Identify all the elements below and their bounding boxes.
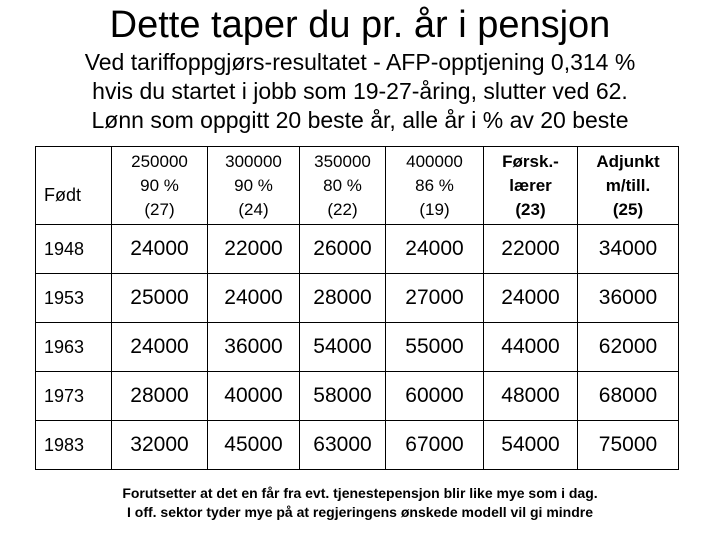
column-header: 400000 86 % (19) <box>386 147 484 225</box>
table-header-row <box>36 147 679 225</box>
year-cell: 1953 <box>36 274 112 323</box>
value-cell: 25000 <box>112 274 208 323</box>
value-cell: 40000 <box>208 372 300 421</box>
value-cell: 62000 <box>578 323 679 372</box>
year-cell: 1963 <box>36 323 112 372</box>
value-cell: 54000 <box>484 421 578 470</box>
value-cell: 22000 <box>208 225 300 274</box>
subtitle <box>0 48 720 135</box>
value-cell: 44000 <box>484 323 578 372</box>
subtitle-line: Ved tariffoppgjørs-resultatet - AFP-opptjening 0,314 % <box>84 49 636 75</box>
value-cell: 54000 <box>300 323 386 372</box>
column-header: 250000 90 % (27) <box>112 147 208 225</box>
value-cell: 28000 <box>300 274 386 323</box>
footnote-line: I off. sektor tyder mye på at regjeringens ønskede modell vil gi mindre <box>126 504 594 520</box>
pension-loss-table <box>35 146 679 470</box>
value-cell: 63000 <box>300 421 386 470</box>
column-header: 300000 90 % (24) <box>208 147 300 225</box>
table-row <box>36 274 679 323</box>
value-cell: 26000 <box>300 225 386 274</box>
column-header: 350000 80 % (22) <box>300 147 386 225</box>
value-cell: 45000 <box>208 421 300 470</box>
value-cell: 36000 <box>578 274 679 323</box>
table-row <box>36 323 679 372</box>
column-header: Adjunkt m/till. (25) <box>578 147 679 225</box>
year-cell: 1973 <box>36 372 112 421</box>
value-cell: 24000 <box>112 323 208 372</box>
value-cell: 48000 <box>484 372 578 421</box>
page-title: Dette taper du pr. år i pensjon <box>109 4 611 46</box>
born-header: Født <box>36 147 112 225</box>
table-row <box>36 372 679 421</box>
value-cell: 22000 <box>484 225 578 274</box>
value-cell: 34000 <box>578 225 679 274</box>
value-cell: 67000 <box>386 421 484 470</box>
value-cell: 32000 <box>112 421 208 470</box>
value-cell: 27000 <box>386 274 484 323</box>
value-cell: 24000 <box>484 274 578 323</box>
value-cell: 36000 <box>208 323 300 372</box>
value-cell: 24000 <box>112 225 208 274</box>
subtitle-line: Lønn som oppgitt 20 beste år, alle år i % av 20 beste <box>91 107 629 133</box>
table-row <box>36 225 679 274</box>
value-cell: 55000 <box>386 323 484 372</box>
value-cell: 24000 <box>208 274 300 323</box>
table-row <box>36 421 679 470</box>
column-header: Førsk.- lærer (23) <box>484 147 578 225</box>
footnote-line: Forutsetter at det en får fra evt. tjenestepensjon blir like mye som i dag. <box>122 485 598 501</box>
subtitle-line: hvis du startet i jobb som 19-27-åring, slutter ved 62. <box>92 78 628 104</box>
footnote <box>0 484 720 522</box>
value-cell: 58000 <box>300 372 386 421</box>
value-cell: 68000 <box>578 372 679 421</box>
value-cell: 60000 <box>386 372 484 421</box>
value-cell: 75000 <box>578 421 679 470</box>
value-cell: 24000 <box>386 225 484 274</box>
year-cell: 1948 <box>36 225 112 274</box>
value-cell: 28000 <box>112 372 208 421</box>
year-cell: 1983 <box>36 421 112 470</box>
